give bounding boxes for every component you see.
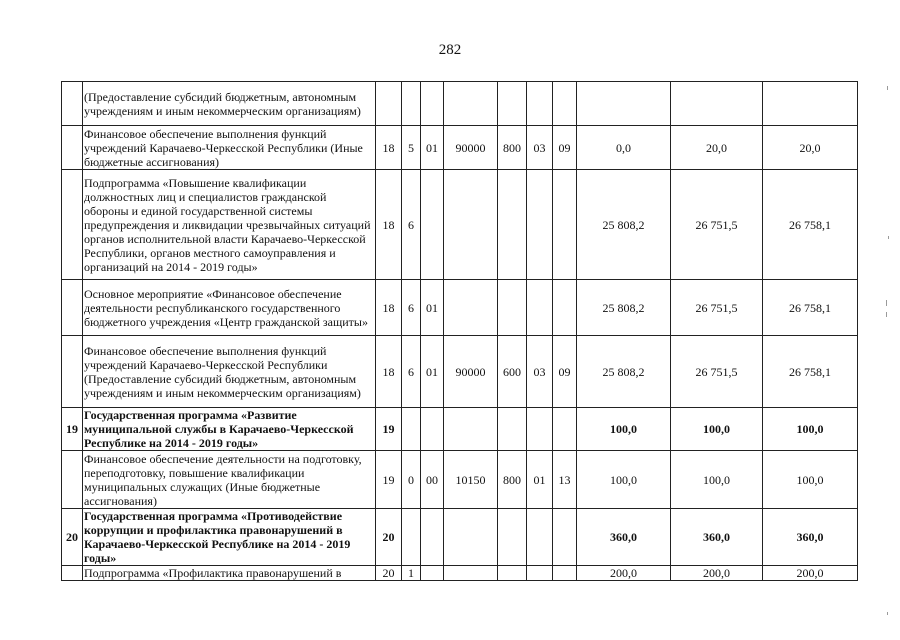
amount-col-2: 360,0 [671,509,763,566]
code-subsection [553,566,577,581]
code-section [527,82,553,126]
row-number [62,170,83,280]
code-expense-type [498,170,527,280]
code-subprogram: 6 [402,280,421,336]
amount-col-3: 26 758,1 [763,336,858,408]
row-name: Финансовое обеспечение выполнения функций учреждений Карачаево-Черкесской Республики (Иные бюджетные ассигнования) [83,126,376,170]
code-expense-type [498,566,527,581]
code-subprogram [402,408,421,451]
code-subprogram: 6 [402,170,421,280]
code-subprogram: 1 [402,566,421,581]
scan-mark [886,300,887,306]
row-name: Государственная программа «Противодействие коррупции и профилактика правонарушений в Карачаево-Черкесской Республике на 2014 - 2019 годы» [83,509,376,566]
code-direction: 90000 [444,126,498,170]
code-expense-type [498,280,527,336]
code-activity: 01 [421,336,444,408]
row-number [62,566,83,581]
code-activity [421,408,444,451]
code-section [527,509,553,566]
row-name: Финансовое обеспечение выполнения функций учреждений Карачаево-Черкесской Республики (Предоставление субсидий бюджетным, автономным учреждениям и иным некоммерческим организациям) [83,336,376,408]
code-subsection [553,509,577,566]
code-activity: 00 [421,451,444,509]
table-row [62,566,858,581]
row-name: Финансовое обеспечение деятельности на подготовку, переподготовку, повышение квалификации муниципальных служащих (Иные бюджетные ассигнования) [83,451,376,509]
code-subprogram: 0 [402,451,421,509]
row-number: 20 [62,509,83,566]
amount-col-1: 100,0 [577,451,671,509]
amount-col-3: 200,0 [763,566,858,581]
code-program: 18 [376,336,402,408]
row-name: Подпрограмма «Профилактика правонарушений в [83,566,376,581]
code-activity: 01 [421,126,444,170]
table-row [62,509,858,566]
code-expense-type: 600 [498,336,527,408]
code-subprogram: 6 [402,336,421,408]
amount-col-1: 100,0 [577,408,671,451]
code-subsection [553,280,577,336]
code-expense-type [498,509,527,566]
code-subsection: 13 [553,451,577,509]
amount-col-3: 100,0 [763,451,858,509]
code-expense-type: 800 [498,126,527,170]
table-row [62,126,858,170]
scan-mark [886,312,887,317]
code-expense-type: 800 [498,451,527,509]
code-program: 19 [376,451,402,509]
code-subsection [553,408,577,451]
code-section: 03 [527,126,553,170]
code-subsection: 09 [553,126,577,170]
code-subprogram [402,509,421,566]
amount-col-3: 26 758,1 [763,170,858,280]
code-program: 19 [376,408,402,451]
code-program [376,82,402,126]
code-program: 20 [376,509,402,566]
code-subprogram [402,82,421,126]
code-subsection: 09 [553,336,577,408]
code-program: 18 [376,126,402,170]
code-expense-type [498,82,527,126]
row-number [62,451,83,509]
row-name: Основное мероприятие «Финансовое обеспечение деятельности республиканского государственного бюджетного учреждения «Центр гражданской защиты» [83,280,376,336]
code-activity [421,509,444,566]
code-activity [421,566,444,581]
code-direction [444,509,498,566]
scan-mark [888,236,889,239]
row-name: Подпрограмма «Повышение квалификации должностных лиц и специалистов гражданской обороны и единой государственной системы предупреждения и ликвидации чрезвычайных ситуаций органов исполнительной власти Карачаево-Черкесской Республики, органов местного самоуправления и организаций на 2014 - 2019 годы» [83,170,376,280]
code-program: 18 [376,280,402,336]
amount-col-1: 25 808,2 [577,170,671,280]
table-row [62,336,858,408]
code-subsection [553,82,577,126]
table-row [62,170,858,280]
amount-col-2: 200,0 [671,566,763,581]
amount-col-2 [671,82,763,126]
code-section [527,280,553,336]
row-name: Государственная программа «Развитие муниципальной службы в Карачаево-Черкесской Республике на 2014 - 2019 годы» [83,408,376,451]
amount-col-1: 25 808,2 [577,280,671,336]
amount-col-1: 360,0 [577,509,671,566]
amount-col-2: 26 751,5 [671,280,763,336]
code-program: 20 [376,566,402,581]
table-row [62,451,858,509]
code-section [527,170,553,280]
amount-col-3: 360,0 [763,509,858,566]
scan-mark [887,86,888,90]
code-activity [421,170,444,280]
amount-col-1 [577,82,671,126]
amount-col-2: 26 751,5 [671,336,763,408]
table-row [62,82,858,126]
row-number [62,82,83,126]
code-activity: 01 [421,280,444,336]
table-row [62,280,858,336]
amount-col-1: 200,0 [577,566,671,581]
budget-table [61,81,858,581]
amount-col-2: 26 751,5 [671,170,763,280]
code-program: 18 [376,170,402,280]
code-section [527,566,553,581]
code-direction [444,82,498,126]
row-number [62,126,83,170]
code-subsection [553,170,577,280]
amount-col-3 [763,82,858,126]
code-direction: 90000 [444,336,498,408]
code-direction [444,566,498,581]
amount-col-3: 100,0 [763,408,858,451]
row-number [62,280,83,336]
amount-col-3: 26 758,1 [763,280,858,336]
code-direction: 10150 [444,451,498,509]
code-section [527,408,553,451]
page-number: 282 [438,42,462,58]
table-row [62,408,858,451]
code-activity [421,82,444,126]
code-expense-type [498,408,527,451]
amount-col-3: 20,0 [763,126,858,170]
amount-col-1: 25 808,2 [577,336,671,408]
code-direction [444,280,498,336]
amount-col-2: 100,0 [671,408,763,451]
amount-col-2: 20,0 [671,126,763,170]
code-direction [444,170,498,280]
row-number: 19 [62,408,83,451]
amount-col-2: 100,0 [671,451,763,509]
row-name: (Предоставление субсидий бюджетным, автономным учреждениям и иным некоммерческим организациям) [83,82,376,126]
code-section: 03 [527,336,553,408]
amount-col-1: 0,0 [577,126,671,170]
code-subprogram: 5 [402,126,421,170]
row-number [62,336,83,408]
scan-mark [887,612,888,615]
code-direction [444,408,498,451]
code-section: 01 [527,451,553,509]
